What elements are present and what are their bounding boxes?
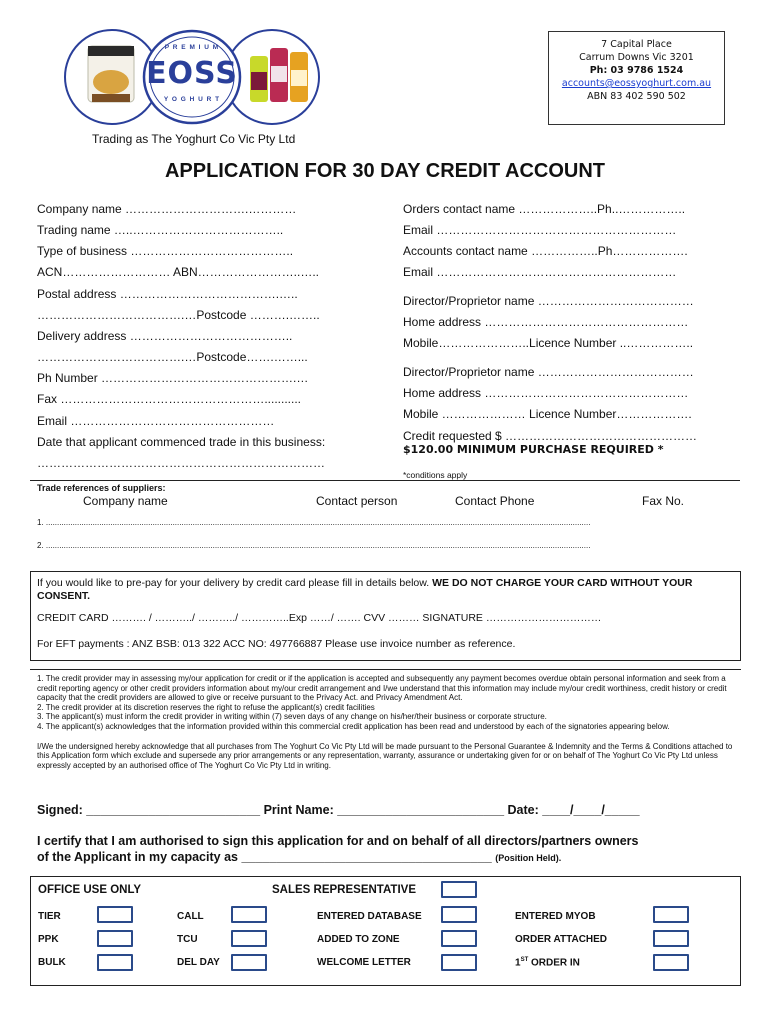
entered-myob-label: ENTERED MYOB: [515, 911, 596, 922]
first-order-rest: ORDER IN: [528, 957, 580, 969]
contact-abn: ABN 83 402 590 502: [587, 91, 686, 102]
director1-mobile-field[interactable]: Mobile…………………..Licence Number ..……………..: [403, 336, 694, 350]
divider: [30, 480, 740, 481]
first-order-label: [515, 957, 580, 968]
office-use-box: [30, 876, 741, 986]
order-attached-checkbox[interactable]: [653, 930, 689, 947]
address-line-1: 7 Capital Place: [601, 39, 672, 50]
address-line-2: Carrum Downs Vic 3201: [579, 52, 694, 63]
accounts-contact-field[interactable]: Accounts contact name ……………..Ph……………….: [403, 244, 688, 258]
orders-contact-field[interactable]: Orders contact name ………………..Ph..……………..: [403, 202, 686, 216]
logo-premium-text: P R E M I U M: [164, 44, 220, 51]
page-title: APPLICATION FOR 30 DAY CREDIT ACCOUNT: [164, 160, 606, 182]
del-day-label: DEL DAY: [177, 957, 220, 968]
first-order-sup: ST: [520, 957, 529, 963]
signature-line[interactable]: Signed: _________________________ Print Name: ________________________ Date: ____/____/_____: [37, 803, 640, 817]
payment-intro: [37, 577, 733, 602]
added-to-zone-label: ADDED TO ZONE: [317, 934, 400, 945]
director2-mobile-field[interactable]: Mobile ………………… Licence Number……………….: [403, 407, 692, 421]
contact-email-link[interactable]: accounts@eossyoghurt.com.au: [561, 78, 712, 89]
position-held-label: (Position Held).: [495, 853, 562, 863]
director1-name-field[interactable]: Director/Proprietor name …………………………………: [403, 294, 694, 308]
certify-line-2[interactable]: [37, 850, 561, 864]
capacity-field[interactable]: of the Applicant in my capacity as ____________________________________: [37, 850, 492, 864]
trade-ref-row-2[interactable]: 2. .....................................................................................................................................................................................................................................................: [37, 541, 591, 550]
acknowledgement: I/We the undersigned hereby acknowledge that all purchases from The Yoghurt Co Vic Pty Ltd will be made pursuant to the Personal Guarantee & Indemnity and the Terms & Conditions attached to this Application form which exclude and supersede any prior arrangements or any representation, warranty, assurance or undertaking given for or on behalf of The Yoghurt Co Vic Pty Ltd unless expressly accepted by an authorised office of The Yoghurt Co Vic Pty Ltd in writing.: [37, 741, 733, 770]
tier-label: TIER: [38, 911, 61, 922]
entered-database-checkbox[interactable]: [441, 906, 477, 923]
conditions-note: *conditions apply: [403, 470, 468, 480]
credit-requested-field[interactable]: Credit requested $ …………………………………………: [403, 429, 698, 443]
call-label: CALL: [177, 911, 204, 922]
col-contact-person: Contact person: [316, 494, 398, 508]
payment-box: [30, 571, 741, 661]
date-trade-label: Date that applicant commenced trade in this business:: [37, 435, 326, 449]
ppk-checkbox[interactable]: [97, 930, 133, 947]
tcu-checkbox[interactable]: [231, 930, 267, 947]
tier-checkbox[interactable]: [97, 906, 133, 923]
col-contact-phone: Contact Phone: [455, 494, 535, 508]
col-company-name: Company name: [83, 494, 168, 508]
logo-yoghurt-text: Y O G H U R T: [163, 96, 221, 103]
payment-consent-text: WE DO NOT CHARGE YOUR CARD WITHOUT YOUR CONSENT.: [37, 577, 693, 602]
contact-box: [548, 31, 725, 125]
accounts-email-field[interactable]: Email ……………………………………………………: [403, 265, 677, 279]
first-order-num: 1: [515, 957, 521, 969]
director1-home-field[interactable]: Home address ……………………………………………: [403, 315, 689, 329]
term-1: 1. The credit provider may in assessing my/our application for credit or if the application is accepted and subsequently any payment becomes overdue obtain personal information and seek from a credit reporting agency or other credit providers information about my/our credit arrangement and I/we understand that this information may include my/our credit worthiness, credit history or credit capacity that the credit providers are allowed to give or receive pursuant to the Privacy Act. and Privacy Amendment Act.: [37, 674, 727, 703]
trade-refs-heading: Trade references of suppliers:: [37, 483, 166, 493]
email-field[interactable]: Email ……………………………………………: [37, 414, 275, 428]
delivery-address-field[interactable]: Delivery address …………………………………..: [37, 329, 293, 343]
type-business-field[interactable]: Type of business …………………………………..: [37, 244, 294, 258]
del-day-checkbox[interactable]: [231, 954, 267, 971]
term-4: 4. The applicant(s) acknowledges that the information provided within this commercial credit application has been read and understood by each of the signatories appearing below.: [37, 721, 670, 731]
logo-brand-text: EOSS: [146, 56, 238, 91]
entered-database-label: ENTERED DATABASE: [317, 911, 422, 922]
credit-card-field[interactable]: CREDIT CARD ………. / ………../ ………../ …………..Exp ……/ ……. CVV ……… SIGNATURE ……………………………: [37, 612, 602, 624]
terms-text: [37, 674, 733, 770]
first-order-checkbox[interactable]: [653, 954, 689, 971]
min-purchase-notice: $120.00 MINIMUM PURCHASE REQUIRED *: [403, 443, 664, 456]
order-attached-label: ORDER ATTACHED: [515, 934, 608, 945]
tcu-label: TCU: [177, 934, 198, 945]
bulk-checkbox[interactable]: [97, 954, 133, 971]
payment-intro-text: If you would like to pre-pay for your delivery by credit card please fill in details below.: [37, 577, 433, 589]
welcome-letter-label: WELCOME LETTER: [317, 957, 411, 968]
ppk-label: PPK: [38, 934, 59, 945]
call-checkbox[interactable]: [231, 906, 267, 923]
trading-name-field[interactable]: Trading name …..………………………………..: [37, 223, 284, 237]
trading-as: Trading as The Yoghurt Co Vic Pty Ltd: [92, 132, 296, 146]
company-name-field[interactable]: Company name ………………………….…………: [37, 202, 297, 216]
sales-rep-checkbox[interactable]: [441, 881, 477, 898]
entered-myob-checkbox[interactable]: [653, 906, 689, 923]
term-2: 2. The credit provider at its discretion reserves the right to refuse the applicant(s) credit facilities: [37, 702, 375, 712]
director2-name-field[interactable]: Director/Proprietor name …………………………………: [403, 365, 694, 379]
postal-address-field[interactable]: Postal address ………………………………….…..: [37, 287, 298, 301]
contact-phone: Ph: 03 9786 1524: [589, 65, 684, 76]
company-logo: [62, 24, 322, 130]
date-trade-field[interactable]: ………………………………………………………………: [37, 456, 325, 470]
postal-postcode-field[interactable]: ……………………………….…Postcode ……….……..: [37, 308, 320, 322]
office-use-title: OFFICE USE ONLY: [38, 884, 142, 896]
delivery-postcode-field[interactable]: ……………………………….…Postcode…….……...: [37, 350, 308, 364]
fax-field[interactable]: Fax ……………………………………………...........: [37, 392, 302, 406]
welcome-letter-checkbox[interactable]: [441, 954, 477, 971]
trade-ref-row-1[interactable]: 1. .....................................................................................................................................................................................................................................................: [37, 518, 591, 527]
bulk-label: BULK: [38, 957, 66, 968]
term-3: 3. The applicant(s) must inform the credit provider in writing within (7) seven days of any change on his/her/their business or corporate structure.: [37, 712, 547, 722]
director2-home-field[interactable]: Home address ……………………………………………: [403, 386, 689, 400]
col-fax-no: Fax No.: [642, 494, 685, 508]
divider: [30, 669, 741, 670]
orders-email-field[interactable]: Email ……………………………………………………: [403, 223, 677, 237]
eft-details: For EFT payments : ANZ BSB: 013 322 ACC NO: 497766887 Please use invoice number as reference.: [37, 638, 516, 650]
acn-abn-field[interactable]: ACN……………………… ABN……………………..…..: [37, 265, 320, 279]
phone-number-field[interactable]: Ph Number ………………………………………….…: [37, 371, 309, 385]
added-to-zone-checkbox[interactable]: [441, 930, 477, 947]
sales-rep-label: SALES REPRESENTATIVE: [272, 884, 416, 896]
certify-line-1: I certify that I am authorised to sign this application for and on behalf of all directors/partners owners: [37, 834, 639, 848]
